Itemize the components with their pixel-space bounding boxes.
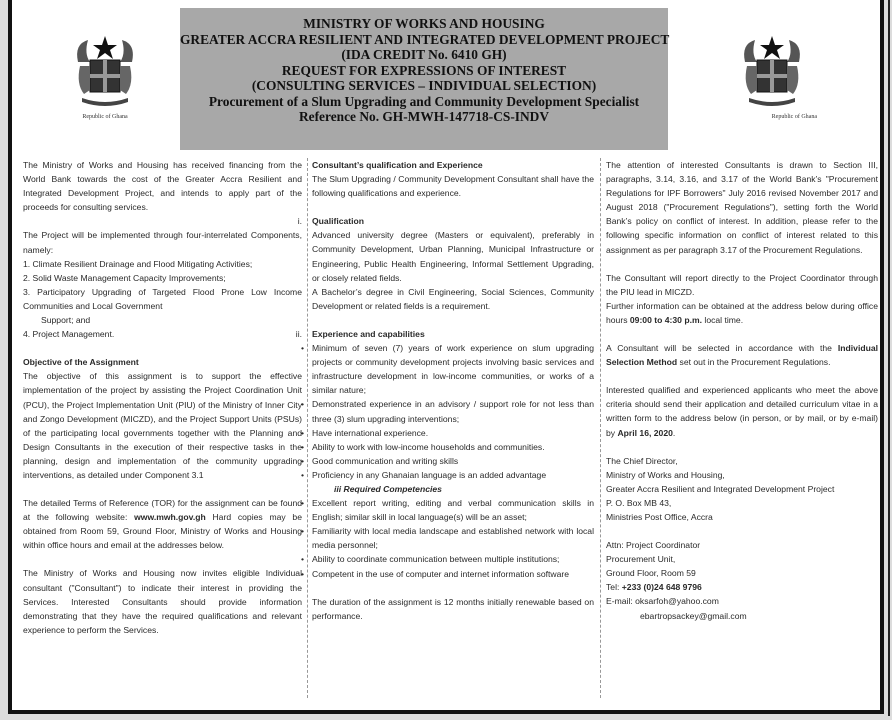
report-paragraph: The Consultant will report directly to the Project Coordinator through the PIU lead in MICZD. <box>606 272 878 297</box>
invite-paragraph: The Ministry of Works and Housing now invites eligible Individual consultant ("Consultant") to indicate their interest in providing the Services. Interested Consultants should provide information demonstrating that they have the required qualifications and relevant experience to perform the Services. <box>23 568 302 635</box>
qualification-experience-text: The Slum Upgrading / Community Development Consultant shall have the following qualifications and experience. <box>312 174 594 199</box>
selection-text: A Consultant will be selected in accordance with the <box>606 343 838 354</box>
experience-item: • Demonstrated experience in an advisory / support role for not less than three (3) slum upgrading interventions; <box>312 397 594 425</box>
experience-item: • Proficiency in any Ghanaian language is an added advantage <box>312 468 594 482</box>
experience-heading: Experience and capabilities <box>312 328 425 339</box>
column-divider <box>600 158 601 698</box>
objective-text: The objective of this assignment is to support the effective implementation of the project by assisting the Project Coordination Unit (PCU), the Project Implementation Unit (PIU) of the Ministry of Inner City and Zongo Development (MICZD), and the Project Support Units (PSUs) of the participating local governments together with the Planning and Design Consultants in the execution of their respective tasks in the planning, design and implementation of the community upgrading interventions, as detailed under Component 3.1 <box>23 371 302 480</box>
title-project: GREATER ACCRA RESILIENT AND INTEGRATED DEVELOPMENT PROJECT <box>180 31 670 47</box>
qualification-experience-heading: Consultant’s qualification and Experience <box>312 160 483 170</box>
selection-method: Individual Selection Method <box>606 343 878 368</box>
experience-list <box>312 341 594 482</box>
competency-item: • Excellent report writing, editing and verbal communication skills in English; similar skill in local language(s) will be an asset; <box>312 496 594 524</box>
address-line: Greater Accra Resilient and Integrated Development Project <box>606 483 835 494</box>
outer-border-line <box>888 0 890 716</box>
component-item: 3. Participatory Upgrading of Targeted Flood Prone Low Income Communities and Local Government <box>23 286 302 311</box>
selection-paragraph <box>606 341 878 369</box>
further-info-paragraph <box>606 299 878 327</box>
deadline-date: April 16, 2020 <box>617 427 673 438</box>
title-ministry: MINISTRY OF WORKS AND HOUSING <box>303 16 545 31</box>
qualification-text: A Bachelor’s degree in Civil Engineering, Social Sciences, Community Development or related fields is a requirement. <box>312 286 594 311</box>
components-intro: The Project will be implemented through four-interrelated Components, namely: <box>23 230 302 255</box>
advertisement-page <box>8 0 884 714</box>
experience-item: • Ability to work with low-income households and communities. <box>312 440 594 454</box>
address-line: P. O. Box MB 43, <box>606 497 672 508</box>
competency-list <box>312 496 594 581</box>
column-left <box>23 158 302 637</box>
component-item: 4. Project Management. <box>23 329 115 340</box>
competencies-heading: iii Required Competencies <box>334 483 442 494</box>
further-text: local time. <box>702 314 744 325</box>
competency-item: • Familiarity with local media landscape and established network with local media personnel; <box>312 524 594 552</box>
telephone-number[interactable]: +233 (0)24 648 9796 <box>621 582 702 593</box>
header <box>12 4 880 150</box>
address-block <box>606 454 878 524</box>
email-link[interactable]: oksarfoh@yahoo.com <box>635 596 719 607</box>
attention-paragraph: The attention of interested Consultants is drawn to Section III, paragraphs, 3.14, 3.16, and 3.17 of the World Bank’s "Procurement Regulations for IPF Borrowers" July 2016 revised November 2017 and August 2018 ("Procurement Regulations"), setting forth the World Bank’s policy on conflict of interest. In addition, please refer to the following specific information on conflict of interest related to this assignment as per paragraph 3.17 of the Procurement Regulations. <box>606 160 878 255</box>
telephone-line <box>606 580 878 594</box>
apply-paragraph <box>606 383 878 439</box>
attn-line: Procurement Unit, <box>606 554 676 565</box>
attn-line: Attn: Project Coordinator <box>606 540 701 551</box>
further-text: Further information can be obtained at the address below during office hours <box>606 300 878 325</box>
title-box <box>180 8 668 150</box>
objective-heading: Objective of the Assignment <box>23 357 139 368</box>
marker-ii: ii. <box>295 329 302 340</box>
duration-text: The duration of the assignment is 12 months initially renewable based on performance. <box>312 596 594 621</box>
column-right <box>606 158 878 623</box>
title-request: REQUEST FOR EXPRESSIONS OF INTEREST <box>281 62 567 78</box>
component-item: Support; and <box>41 315 91 326</box>
tor-text: Hard copies may be obtained from Room 59, Ground Floor, Ministry of Works and Housing within office hours and email at the addresses below. <box>23 512 302 551</box>
title-reference: Reference No. GH-MWH-147718-CS-INDV <box>298 109 550 124</box>
tor-paragraph <box>23 496 302 552</box>
qualification-text: Advanced university degree (Masters or equivalent), preferably in Community Development, Urban Planning, Municipal Infrastructure or Engineering, Public Health Engineering, Informal Settlement Upgrading, or closely related fields. <box>312 230 594 283</box>
selection-text: set out in the Procurement Regulations. <box>677 357 831 368</box>
intro-paragraph: The Ministry of Works and Housing has received financing from the World Bank towards the cost of the Greater Accra Resilient and Integrated Development Project, and intends to apply part of the proceeds for consulting services. <box>23 160 302 213</box>
apply-text: . <box>672 427 676 438</box>
address-line: The Chief Director, <box>606 455 678 466</box>
component-item: 1. Climate Resilient Drainage and Flood Mitigating Activities; <box>23 258 253 269</box>
column-divider <box>307 158 308 698</box>
website-link[interactable]: www.mwh.gov.gh <box>134 512 206 523</box>
competency-item: • Ability to coordinate communication between multiple institutions; <box>312 552 594 566</box>
component-item: 2. Solid Waste Management Capacity Improvements; <box>23 272 226 283</box>
address-line: Ministry of Works and Housing, <box>606 469 725 480</box>
qualification-heading: Qualification <box>312 216 365 227</box>
experience-item: • Have international experience. <box>312 426 594 440</box>
email-label: E-mail: <box>606 596 636 607</box>
attn-line: Ground Floor, Room 59 <box>606 568 696 579</box>
address-line: Ministries Post Office, Accra <box>606 511 713 522</box>
experience-item: • Good communication and writing skills <box>312 454 594 468</box>
competency-item: • Competent in the use of computer and internet information software <box>312 567 594 581</box>
tel-label: Tel: <box>606 582 622 593</box>
title-procurement: Procurement of a Slum Upgrading and Community Development Specialist <box>208 93 640 109</box>
crest-caption: Republic of Ghana <box>771 114 817 120</box>
email-line <box>606 609 878 623</box>
apply-text: Interested qualified and experienced applicants who meet the above criteria should send their application and detailed curriculum vitae in a written form to the address below (in person, or by mail, or by e-mail) by <box>606 385 878 438</box>
marker-i: i. <box>297 216 302 227</box>
coat-of-arms-left <box>60 32 150 120</box>
email-link[interactable]: ebartropsackey@gmail.com <box>640 610 747 621</box>
ghana-coat-of-arms-icon <box>70 32 140 112</box>
experience-item: • Minimum of seven (7) years of work experience on slum upgrading projects or community development projects involving basic services and infrastructure development in low-income communities, or works of a similar nature; <box>312 341 594 397</box>
attn-block <box>606 538 878 623</box>
tor-text: The detailed Terms of Reference (TOR) for the assignment can be found at the following website: <box>23 498 302 523</box>
crest-caption: Republic of Ghana <box>82 114 128 120</box>
office-hours: 09:00 to 4:30 p.m. <box>629 314 703 325</box>
title-selection: (CONSULTING SERVICES – INDIVIDUAL SELECTION) <box>251 78 597 93</box>
title-credit: (IDA CREDIT No. 6410 GH) <box>341 47 507 62</box>
component-4-line <box>23 327 302 341</box>
ghana-coat-of-arms-icon <box>737 32 807 112</box>
column-middle <box>312 158 594 623</box>
email-line <box>606 594 878 608</box>
coat-of-arms-right <box>727 32 817 120</box>
